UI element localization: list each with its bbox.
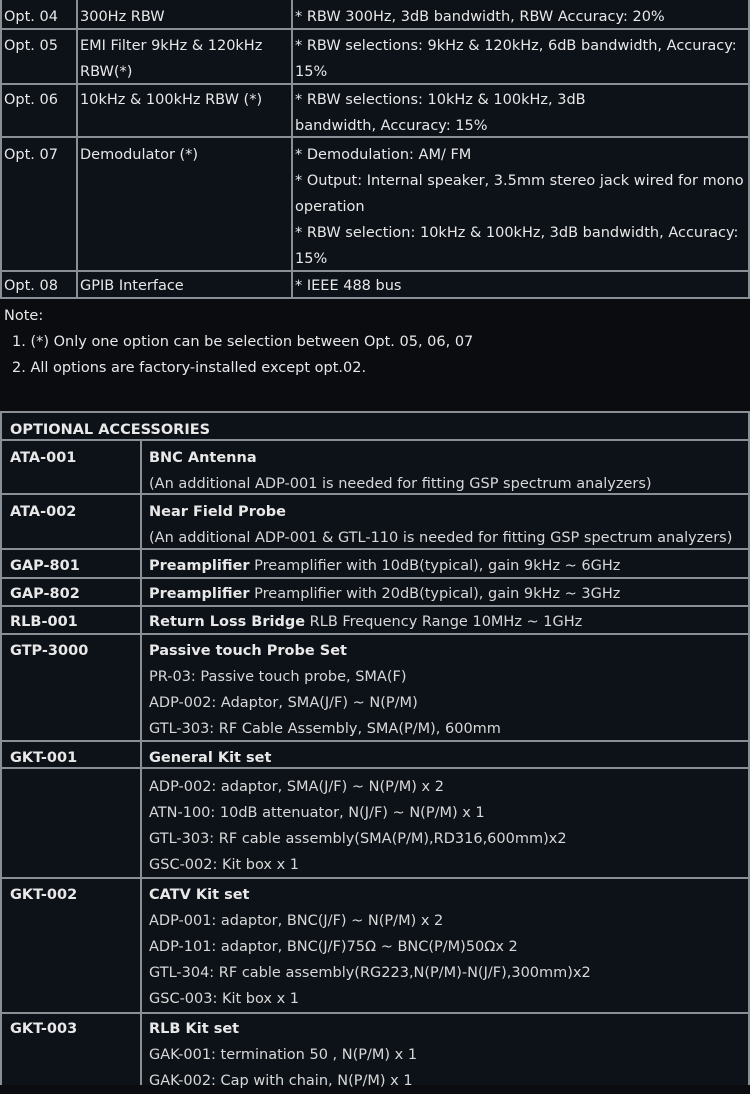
accessory-detail: GSC-003: Kit box x 1 bbox=[149, 991, 300, 1007]
option-desc: operation bbox=[295, 199, 365, 215]
col-divider bbox=[291, 0, 293, 298]
accessory-detail: GSC-002: Kit box x 1 bbox=[149, 857, 300, 873]
col-divider bbox=[748, 0, 750, 298]
accessory-row bbox=[149, 553, 620, 579]
accessory-code: ATA-001 bbox=[10, 450, 77, 466]
option-name: EMI Filter 9kHz & 120kHz bbox=[80, 38, 263, 54]
row-divider bbox=[0, 270, 750, 272]
accessory-code: GKT-003 bbox=[10, 1021, 78, 1037]
accessory-detail: (An additional ADP-001 is needed for fitting GSP spectrum analyzers) bbox=[149, 476, 652, 492]
accessory-detail: GTL-304: RF cable assembly(RG223,N(P/M)-N(J/F),300mm)x2 bbox=[149, 965, 591, 981]
accessory-title: BNC Antenna bbox=[149, 450, 257, 466]
accessory-inline: Preamplifier with 10dB(typical), gain 9kHz ~ 6GHz bbox=[249, 558, 621, 574]
option-name: 300Hz RBW bbox=[80, 9, 165, 25]
col-divider bbox=[748, 411, 750, 1085]
accessory-detail: GTL-303: RF cable assembly(SMA(P/M),RD316,600mm)x2 bbox=[149, 831, 567, 847]
col-divider bbox=[0, 0, 2, 298]
accessory-title: Preamplifier bbox=[149, 586, 250, 602]
accessory-code: GTP-3000 bbox=[10, 643, 89, 659]
note-item: 1. (*) Only one option can be selection between Opt. 05, 06, 07 bbox=[12, 334, 474, 350]
accessory-detail: (An additional ADP-001 & GTL-110 is needed for fitting GSP spectrum analyzers) bbox=[149, 530, 733, 546]
col-divider bbox=[76, 0, 78, 298]
row-divider bbox=[0, 1012, 750, 1014]
accessory-inline: RLB Frequency Range 10MHz ~ 1GHz bbox=[305, 614, 583, 630]
accessory-title: Preamplifier bbox=[149, 558, 250, 574]
row-divider bbox=[0, 411, 750, 413]
accessories-title: OPTIONAL ACCESSORIES bbox=[10, 422, 211, 438]
accessory-row bbox=[149, 581, 620, 607]
option-desc: * RBW selections: 10kHz & 100kHz, 3dB bbox=[295, 92, 586, 108]
option-code: Opt. 04 bbox=[4, 9, 58, 25]
accessory-detail: ADP-002: Adaptor, SMA(J/F) ~ N(P/M) bbox=[149, 695, 418, 711]
option-name: Demodulator (*) bbox=[80, 147, 199, 163]
accessory-code: RLB-001 bbox=[10, 614, 78, 630]
accessory-code: GAP-801 bbox=[10, 558, 80, 574]
accessory-detail: GAK-001: termination 50 , N(P/M) x 1 bbox=[149, 1047, 418, 1063]
option-desc: * IEEE 488 bus bbox=[295, 278, 402, 294]
accessory-title: Return Loss Bridge bbox=[149, 614, 306, 630]
col-divider bbox=[0, 411, 2, 1085]
note-title: Note: bbox=[4, 308, 44, 324]
accessory-detail: ATN-100: 10dB attenuator, N(J/F) ~ N(P/M) x 1 bbox=[149, 805, 485, 821]
accessory-detail: ADP-001: adaptor, BNC(J/F) ~ N(P/M) x 2 bbox=[149, 913, 444, 929]
option-name: RBW(*) bbox=[80, 64, 133, 80]
option-desc: 15% bbox=[295, 64, 328, 80]
accessory-code: GKT-002 bbox=[10, 887, 78, 903]
accessory-detail: GAK-002: Cap with chain, N(P/M) x 1 bbox=[149, 1073, 413, 1089]
row-divider bbox=[0, 877, 750, 879]
accessory-detail: PR-03: Passive touch probe, SMA(F) bbox=[149, 669, 407, 685]
option-desc: * Output: Internal speaker, 3.5mm stereo jack wired for mono bbox=[295, 173, 744, 189]
option-name: GPIB Interface bbox=[80, 278, 184, 294]
accessory-title: General Kit set bbox=[149, 750, 272, 766]
accessory-detail: GTL-303: RF Cable Assembly, SMA(P/M), 600mm bbox=[149, 721, 501, 737]
option-code: Opt. 06 bbox=[4, 92, 58, 108]
note-item: 2. All options are factory-installed except opt.02. bbox=[12, 360, 367, 376]
row-divider bbox=[0, 767, 750, 769]
option-desc: * RBW 300Hz, 3dB bandwidth, RBW Accuracy: 20% bbox=[295, 9, 665, 25]
accessory-title: RLB Kit set bbox=[149, 1021, 240, 1037]
accessory-title: CATV Kit set bbox=[149, 887, 250, 903]
accessory-code: GAP-802 bbox=[10, 586, 80, 602]
accessory-title: Near Field Probe bbox=[149, 504, 287, 520]
accessory-code: ATA-002 bbox=[10, 504, 77, 520]
option-name: 10kHz & 100kHz RBW (*) bbox=[80, 92, 263, 108]
option-desc: * RBW selections: 9kHz & 120kHz, 6dB bandwidth, Accuracy: bbox=[295, 38, 737, 54]
col-divider bbox=[140, 439, 142, 1085]
option-desc: 15% bbox=[295, 251, 328, 267]
accessory-detail: ADP-002: adaptor, SMA(J/F) ~ N(P/M) x 2 bbox=[149, 779, 444, 795]
accessory-row bbox=[149, 609, 582, 635]
option-code: Opt. 07 bbox=[4, 147, 58, 163]
accessory-code: GKT-001 bbox=[10, 750, 78, 766]
option-desc: * Demodulation: AM/ FM bbox=[295, 147, 472, 163]
option-desc: bandwidth, Accuracy: 15% bbox=[295, 118, 488, 134]
accessory-detail: ADP-101: adaptor, BNC(J/F)75Ω ~ BNC(P/M)50Ωx 2 bbox=[149, 939, 518, 955]
accessory-inline: Preamplifier with 20dB(typical), gain 9kHz ~ 3GHz bbox=[249, 586, 621, 602]
option-code: Opt. 05 bbox=[4, 38, 58, 54]
option-code: Opt. 08 bbox=[4, 278, 58, 294]
accessory-title: Passive touch Probe Set bbox=[149, 643, 347, 659]
option-desc: * RBW selection: 10kHz & 100kHz, 3dB bandwidth, Accuracy: bbox=[295, 225, 739, 241]
